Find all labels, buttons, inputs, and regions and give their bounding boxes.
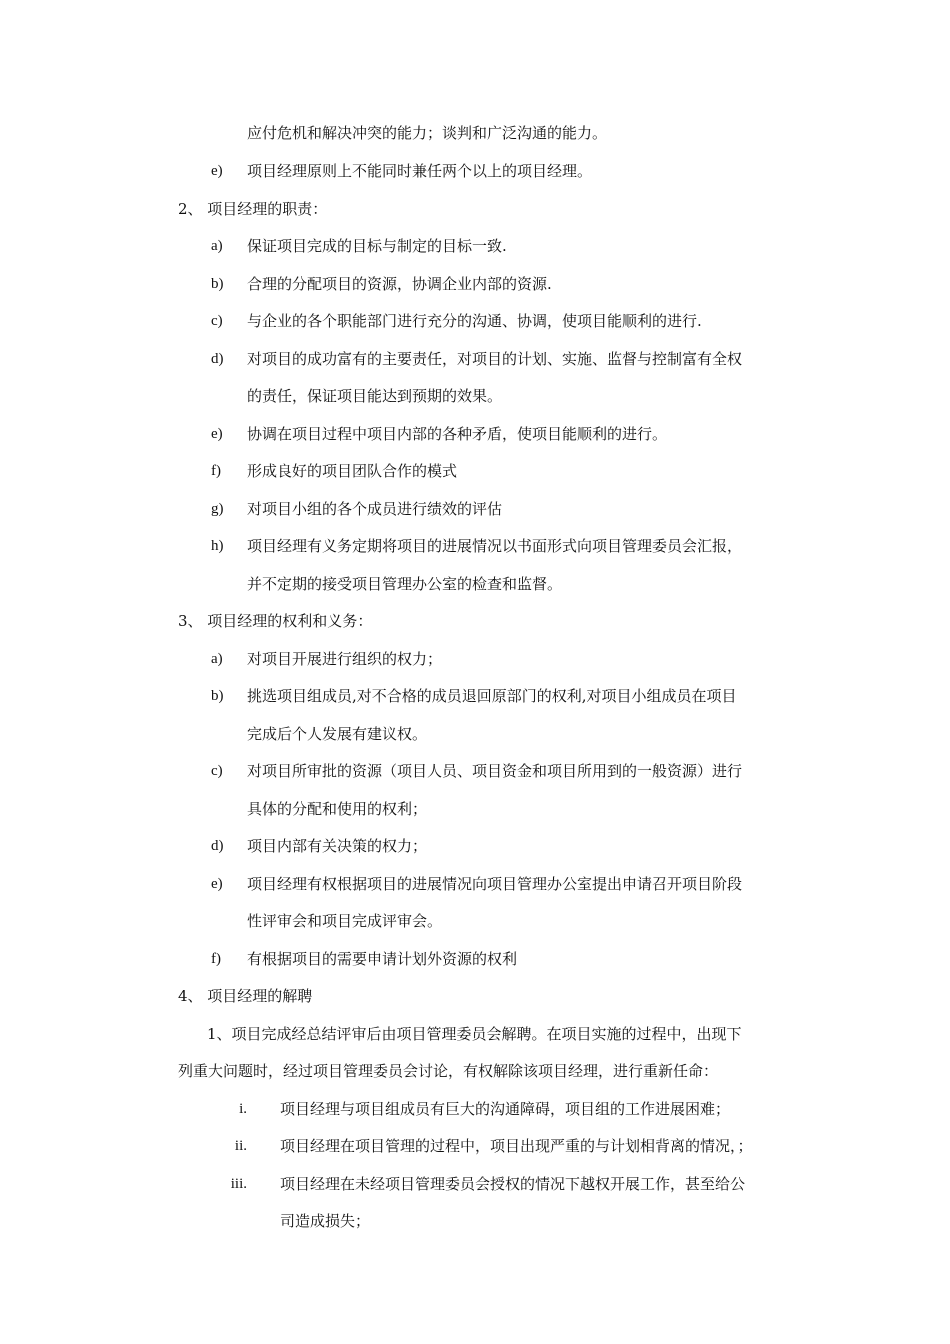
list-item-text: 司造成损失； bbox=[280, 1212, 371, 1230]
paragraph-line: 1、项目完成经总结评审后由项目管理委员会解聘。在项目实施的过程中，出现下 bbox=[207, 1025, 742, 1043]
list-marker: i. bbox=[239, 1101, 247, 1117]
list-item-text: 项目经理在未经项目管理委员会授权的情况下越权开展工作，甚至给公 bbox=[280, 1175, 746, 1193]
list-item-text: 对项目所审批的资源（项目人员、项目资金和项目所用到的一般资源）进行 bbox=[247, 762, 743, 780]
list-marker: a) bbox=[211, 651, 223, 667]
section-heading: 3、 项目经理的权利和义务： bbox=[178, 612, 373, 630]
list-marker: h) bbox=[211, 538, 224, 554]
list-item-text: 形成良好的项目团队合作的模式 bbox=[247, 462, 458, 480]
section-heading: 4、 项目经理的解聘 bbox=[178, 987, 313, 1005]
list-item-text: 保证项目完成的目标与制定的目标一致. bbox=[247, 237, 507, 255]
list-marker: e) bbox=[211, 876, 223, 892]
list-marker: d) bbox=[211, 351, 224, 367]
list-item-text: 项目经理原则上不能同时兼任两个以上的项目经理。 bbox=[247, 162, 593, 180]
list-item-text: 协调在项目过程中项目内部的各种矛盾，使项目能顺利的进行。 bbox=[247, 425, 668, 443]
list-item-text: 对项目开展进行组织的权力； bbox=[247, 650, 443, 668]
list-marker: ii. bbox=[234, 1138, 247, 1154]
list-marker: g) bbox=[211, 501, 224, 517]
list-marker: a) bbox=[211, 238, 223, 254]
list-item-text: 并不定期的接受项目管理办公室的检查和监督。 bbox=[247, 575, 563, 593]
list-item-text: 项目经理有义务定期将项目的进展情况以书面形式向项目管理委员会汇报， bbox=[247, 537, 743, 555]
list-marker: f) bbox=[211, 951, 221, 967]
list-item-text: 有根据项目的需要申请计划外资源的权利 bbox=[247, 950, 518, 968]
list-item-text: 对项目小组的各个成员进行绩效的评估 bbox=[247, 500, 503, 518]
list-marker: e) bbox=[211, 163, 223, 179]
paragraph-line: 列重大问题时，经过项目管理委员会讨论，有权解除该项目经理，进行重新任命： bbox=[178, 1062, 719, 1080]
list-marker: c) bbox=[211, 313, 223, 329]
list-item-text: 与企业的各个职能部门进行充分的沟通、协调，使项目能顺利的进行. bbox=[247, 312, 702, 330]
list-item-text: 完成后个人发展有建议权。 bbox=[247, 725, 428, 743]
section-heading: 2、 项目经理的职责： bbox=[178, 200, 328, 218]
list-item-text: 项目经理有权根据项目的进展情况向项目管理办公室提出申请召开项目阶段 bbox=[247, 875, 743, 893]
continuation-line: 应付危机和解决冲突的能力；谈判和广泛沟通的能力。 bbox=[247, 124, 608, 142]
list-marker: b) bbox=[211, 276, 224, 292]
list-item-text: 性评审会和项目完成评审会。 bbox=[247, 912, 443, 930]
list-marker: f) bbox=[211, 463, 221, 479]
list-marker: b) bbox=[211, 688, 224, 704]
list-item-text: 的责任，保证项目能达到预期的效果。 bbox=[247, 387, 503, 405]
list-item-text: 项目内部有关决策的权力； bbox=[247, 837, 428, 855]
list-item-text: 对项目的成功富有的主要责任，对项目的计划、实施、监督与控制富有全权 bbox=[247, 350, 743, 368]
list-item-text: 合理的分配项目的资源，协调企业内部的资源. bbox=[247, 275, 552, 293]
list-item-text: 项目经理在项目管理的过程中，项目出现严重的与计划相背离的情况，； bbox=[280, 1137, 753, 1155]
list-item-text: 挑选项目组成员,对不合格的成员退回原部门的权利,对项目小组成员在项目 bbox=[247, 687, 737, 705]
list-marker: d) bbox=[211, 838, 224, 854]
list-item-text: 具体的分配和使用的权利； bbox=[247, 800, 428, 818]
list-marker: c) bbox=[211, 763, 223, 779]
list-marker: iii. bbox=[230, 1176, 247, 1192]
list-item-text: 项目经理与项目组成员有巨大的沟通障碍，项目组的工作进展困难； bbox=[280, 1100, 731, 1118]
list-marker: e) bbox=[211, 426, 223, 442]
